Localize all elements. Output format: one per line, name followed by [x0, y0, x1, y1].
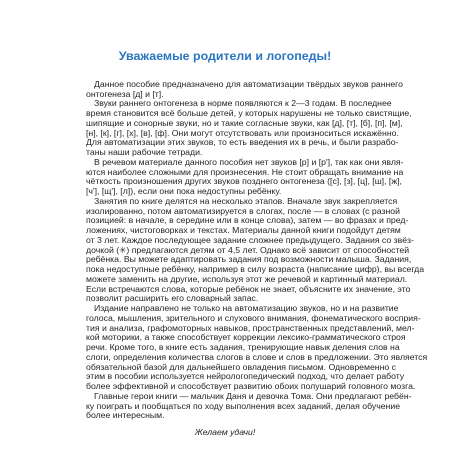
text-line: слоги, определения количества слогов в слове и слов в предложении. Это является: [86, 351, 428, 362]
text-line: онтогенеза [д] и [т].: [86, 88, 164, 99]
text-line: более эффективной и способствует развитию обоих полушарий головного мозга.: [86, 381, 416, 392]
text-line: Если встречаются слова, которые ребёнок не знает, объясните их значение, это: [86, 283, 411, 294]
text-line: Главные герои книги — мальчик Даня и девочка Тома. Они предлагают ребён-: [94, 390, 412, 401]
text-line: шипящие и сонорные звуки, но и такие согласные звуки, как [д], [т], [б], [п], [м],: [86, 117, 403, 128]
text-line: ку поиграть и пообщаться по ходу выполнения всех заданий, делая обучение: [86, 400, 401, 411]
text-line: Занятия по книге делятся на несколько этапов. Вначале звук закрепляется: [94, 195, 398, 206]
text-line: таны наши рабочие тетради.: [86, 147, 203, 158]
text-line: позволит расширить его словарный запас.: [86, 293, 259, 304]
text-line: дочкой (✳) предлагаются детям от 4,5 лет. Однако всё зависит от способностей: [86, 244, 410, 255]
text-line: [ч'], [щ'], [л]), если они пока недоступны ребёнку.: [86, 186, 282, 197]
text-line: более интересным.: [86, 410, 165, 421]
text-line: кой моторики, а также способствует коррекции лексико-грамматического строя: [86, 332, 406, 343]
text-line: ложениях, чистоговорках и текстах. Материалы данной книги подойдут детям: [86, 225, 401, 236]
text-line: этим в пособии используется нейрологопедический подход, что делает работу: [86, 371, 405, 382]
text-line: обязательной базой для дальнейшего овладения письмом. Одновременно с: [86, 361, 396, 372]
text-line: тия и анализа, графомоторных навыков, пространственных представлений, мел-: [86, 322, 415, 333]
text-line: можете заменить на другие, используя этот же речевой и картинный материал.: [86, 273, 408, 284]
text-line: пока недоступные ребёнку, например в силу возраста (написание цифр), вы всегда: [86, 264, 425, 275]
text-line: позицией: в начале, в середине или в конце слова), затем — во фразах и пред-: [86, 215, 409, 226]
text-line: голоса, мышления, зрительного и слухового внимания, фонематического восприя-: [86, 312, 421, 323]
text-line: В речевом материале данного пособия нет звуков [р] и [р'], так как они явля-: [94, 156, 404, 167]
text-line: речи. Кроме того, в книге есть задания, тренирующие навык деления слов на: [86, 342, 400, 353]
text-line: Для автоматизации этих звуков, то есть введения их в речь, и были разрабо-: [86, 137, 399, 148]
page-title: Уважаемые родители и логопеды!: [118, 49, 332, 63]
text-line: от 3 лет. Каждое последующее задание сложнее предыдущего. Задания со звёз-: [86, 234, 414, 245]
closing-wish: Желаем удачи!: [194, 427, 256, 437]
text-line: Данное пособие предназначено для автоматизации твёрдых звуков раннего: [94, 79, 403, 89]
text-line: ются наиболее сложными для произнесения. Не стоит обращать внимание на: [86, 166, 404, 177]
text-line: время становится всё больше детей, у которых нарушены не только свистящие,: [86, 108, 412, 119]
text-line: ребёнка. Вы можете адаптировать задания под возможности малыша. Задания,: [86, 254, 412, 265]
text-line: Звуки раннего онтогенеза в норме появляются к 2—3 годам. В последнее: [94, 98, 392, 109]
text-line: Издание направлено не только на автоматизацию звуков, но и на развитие: [94, 303, 399, 314]
text-line: изолированно, потом автоматизируется в слогах, после — в словах (с разной: [86, 205, 400, 216]
text-line: чёткость произношения других звуков позднего онтогенеза ([с], [з], [ц], [ш], [ж],: [86, 176, 402, 187]
text-line: [н], [к], [г], [х], [в], [ф]. Они могут отсутствовать или произноситься искажённо.: [86, 127, 399, 138]
